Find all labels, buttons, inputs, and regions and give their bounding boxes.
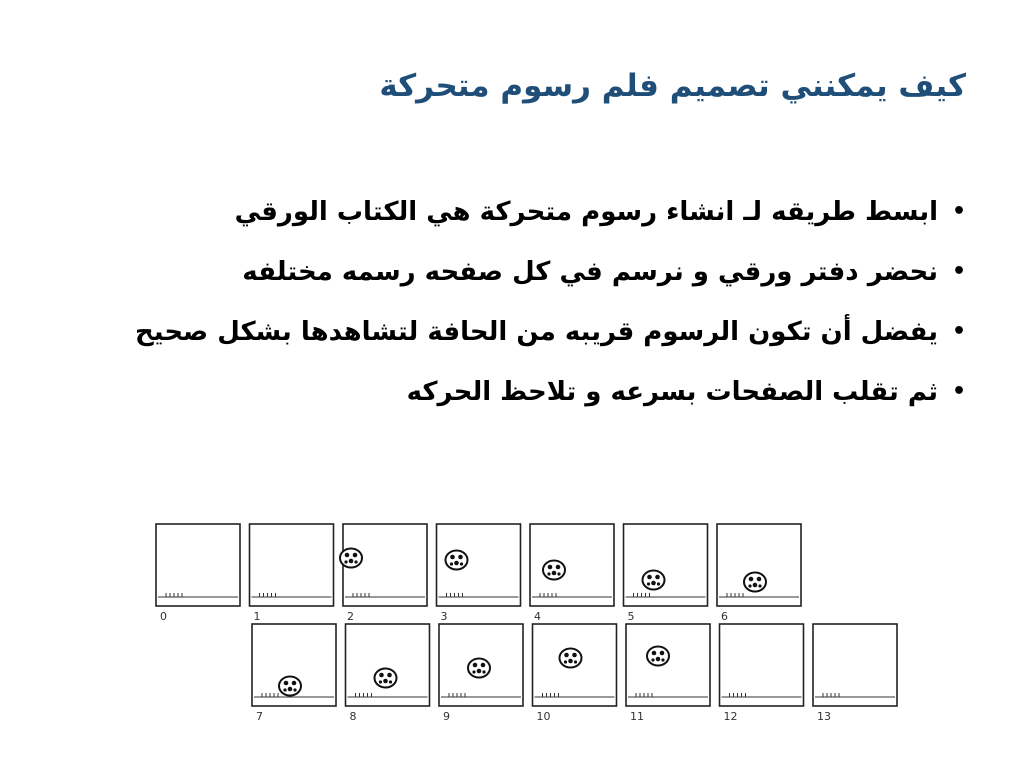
ball-drawing: [468, 659, 490, 678]
flipbook-frame: [340, 524, 427, 623]
bullet-item: • نحضر دفتر ورقي و نرسم في كل صفحه رسمه مختلفه: [108, 250, 938, 294]
frame-number: 2: [347, 610, 354, 623]
ball-drawing: [543, 561, 565, 580]
flipbook-frame: [533, 624, 617, 723]
ball-drawing: [243, 551, 265, 570]
bullet-item: • ثم تقلب الصفحات بسرعه و تلاحظ الحركه: [108, 370, 938, 414]
bullet-item: • ابسط طريقه لـ انشاء رسوم متحركة هي الكتاب الورقي: [108, 190, 938, 234]
frame-number: 12: [723, 710, 738, 723]
frame-number: 3: [440, 610, 448, 623]
flipbook-frame: [437, 524, 521, 623]
flipbook-frame: [624, 524, 708, 623]
frame-number: 5: [627, 610, 635, 623]
flipbook-frame: [156, 524, 240, 623]
flipbook-frame: [720, 624, 809, 723]
ball-drawing: [279, 677, 301, 696]
ball-drawing: [375, 669, 397, 688]
frame-number: 10: [536, 710, 551, 723]
ball-drawing: [787, 651, 809, 670]
ball-drawing: [446, 551, 468, 570]
flipbook-frame: [813, 624, 897, 723]
flipbook-frame: [530, 524, 614, 623]
frame-number: 0: [160, 610, 167, 623]
ball-drawing: [647, 647, 669, 666]
flipbook-row-2: [252, 624, 897, 723]
flipbook-frame: [439, 624, 523, 723]
frame-number: 8: [349, 710, 357, 723]
flipbook-frame: [243, 524, 334, 623]
frame-number: 6: [721, 610, 728, 623]
bullet-item: • يفضل أن تكون الرسوم قريبه من الحافة لتشاهدها بشكل صحيح: [108, 310, 938, 354]
flipbook-frame: [717, 524, 801, 623]
ball-drawing: [560, 649, 582, 668]
bullet-list: [108, 190, 938, 430]
flipbook-frame: [252, 624, 336, 723]
slide-title: كيف يمكنني تصميم فلم رسوم متحركة: [379, 68, 966, 104]
frame-number: 1: [253, 610, 261, 623]
ball-drawing: [643, 571, 665, 590]
flipbook-frame: [626, 624, 710, 723]
frame-number: 7: [256, 710, 263, 723]
frame-number: 9: [443, 710, 450, 723]
flipbook-row-1: [156, 524, 801, 623]
ball-drawing: [340, 549, 362, 568]
flipbook-frame: [346, 624, 430, 723]
frame-number: 4: [534, 610, 541, 623]
frame-number: 13: [817, 710, 831, 723]
frame-number: 11: [630, 710, 644, 723]
ball-drawing: [744, 573, 766, 592]
